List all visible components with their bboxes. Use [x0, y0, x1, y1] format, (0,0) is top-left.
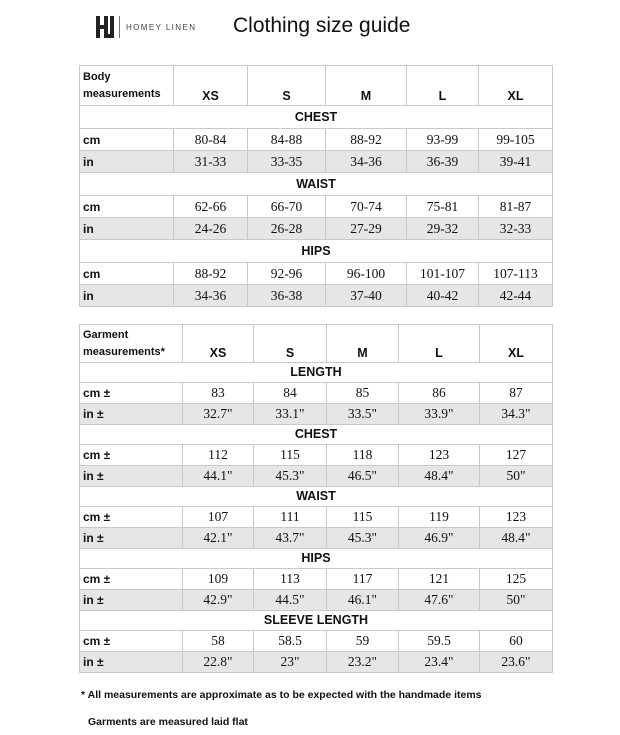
section-title: HIPS	[80, 549, 553, 569]
value-cell: 84-88	[248, 129, 326, 151]
section-title: WAIST	[80, 487, 553, 507]
corner-label-line1: Body	[83, 70, 111, 83]
section-title: CHEST	[80, 425, 553, 445]
page-title: Clothing size guide	[233, 14, 411, 37]
value-cell: 45.3"	[254, 466, 327, 487]
value-cell: 48.4"	[480, 528, 553, 549]
value-cell: 33.5"	[327, 404, 399, 425]
size-header-m: M	[327, 325, 399, 363]
table-row	[80, 218, 553, 240]
value-cell: 32-33	[479, 218, 553, 240]
value-cell: 36-39	[407, 151, 479, 173]
value-cell: 32.7"	[183, 404, 254, 425]
value-cell: 112	[183, 445, 254, 466]
value-cell: 92-96	[248, 263, 326, 285]
value-cell: 115	[254, 445, 327, 466]
value-cell: 34-36	[174, 285, 248, 307]
value-cell: 117	[327, 569, 399, 590]
unit-label: in ±	[80, 652, 183, 673]
value-cell: 45.3"	[327, 528, 399, 549]
table-row	[80, 383, 553, 404]
corner-label-line2: measurements	[83, 87, 161, 100]
value-cell: 40-42	[407, 285, 479, 307]
value-cell: 27-29	[326, 218, 407, 240]
unit-label: in ±	[80, 528, 183, 549]
value-cell: 29-32	[407, 218, 479, 240]
value-cell: 121	[399, 569, 480, 590]
value-cell: 26-28	[248, 218, 326, 240]
value-cell: 75-81	[407, 196, 479, 218]
unit-label: in ±	[80, 466, 183, 487]
section-row	[80, 363, 553, 383]
table-row	[80, 445, 553, 466]
size-header-l: L	[399, 325, 480, 363]
value-cell: 115	[327, 507, 399, 528]
body-measurements-table	[79, 65, 553, 307]
value-cell: 118	[327, 445, 399, 466]
value-cell: 46.5"	[327, 466, 399, 487]
brand-name: HOMEY LINEN	[126, 22, 197, 32]
value-cell: 50"	[480, 590, 553, 611]
value-cell: 87	[480, 383, 553, 404]
header-row	[80, 325, 553, 363]
value-cell: 37-40	[326, 285, 407, 307]
table-row	[80, 569, 553, 590]
section-title: WAIST	[80, 173, 553, 196]
table-row	[80, 196, 553, 218]
table-row	[80, 507, 553, 528]
unit-label: in ±	[80, 590, 183, 611]
value-cell: 23"	[254, 652, 327, 673]
section-row	[80, 240, 553, 263]
value-cell: 101-107	[407, 263, 479, 285]
corner-label-line2: measurements*	[83, 345, 165, 358]
table-row	[80, 590, 553, 611]
value-cell: 46.1"	[327, 590, 399, 611]
value-cell: 44.1"	[183, 466, 254, 487]
unit-label: cm	[80, 196, 174, 218]
value-cell: 111	[254, 507, 327, 528]
table-row	[80, 129, 553, 151]
section-row	[80, 173, 553, 196]
value-cell: 109	[183, 569, 254, 590]
value-cell: 33.1"	[254, 404, 327, 425]
value-cell: 85	[327, 383, 399, 404]
section-title: LENGTH	[80, 363, 553, 383]
size-header-xs: XS	[174, 66, 248, 106]
unit-label: in ±	[80, 404, 183, 425]
unit-label: in	[80, 218, 174, 240]
value-cell: 44.5"	[254, 590, 327, 611]
value-cell: 70-74	[326, 196, 407, 218]
value-cell: 43.7"	[254, 528, 327, 549]
value-cell: 59	[327, 631, 399, 652]
value-cell: 34.3"	[480, 404, 553, 425]
unit-label: cm ±	[80, 507, 183, 528]
unit-label: cm	[80, 263, 174, 285]
value-cell: 42-44	[479, 285, 553, 307]
table-row	[80, 652, 553, 673]
value-cell: 24-26	[174, 218, 248, 240]
value-cell: 66-70	[248, 196, 326, 218]
value-cell: 60	[480, 631, 553, 652]
value-cell: 84	[254, 383, 327, 404]
corner-label-line1: Garment	[83, 328, 129, 341]
corner-label	[80, 66, 174, 106]
value-cell: 22.8"	[183, 652, 254, 673]
value-cell: 123	[480, 507, 553, 528]
value-cell: 99-105	[479, 129, 553, 151]
value-cell: 93-99	[407, 129, 479, 151]
value-cell: 88-92	[174, 263, 248, 285]
approximate-note: * All measurements are approximate as to be expected with the handmade items	[81, 689, 482, 701]
value-cell: 42.9"	[183, 590, 254, 611]
table-row	[80, 404, 553, 425]
logo-divider	[119, 16, 120, 38]
value-cell: 33-35	[248, 151, 326, 173]
value-cell: 123	[399, 445, 480, 466]
value-cell: 48.4"	[399, 466, 480, 487]
value-cell: 47.6"	[399, 590, 480, 611]
value-cell: 80-84	[174, 129, 248, 151]
section-row	[80, 549, 553, 569]
size-header-xl: XL	[479, 66, 553, 106]
size-header-s: S	[254, 325, 327, 363]
size-header-l: L	[407, 66, 479, 106]
logo-monogram-icon	[96, 16, 114, 38]
value-cell: 46.9"	[399, 528, 480, 549]
value-cell: 58.5	[254, 631, 327, 652]
value-cell: 31-33	[174, 151, 248, 173]
table-row	[80, 466, 553, 487]
section-row	[80, 487, 553, 507]
unit-label: in	[80, 151, 174, 173]
value-cell: 33.9"	[399, 404, 480, 425]
value-cell: 23.4"	[399, 652, 480, 673]
size-header-xl: XL	[480, 325, 553, 363]
table-row	[80, 631, 553, 652]
unit-label: cm ±	[80, 383, 183, 404]
table-row	[80, 263, 553, 285]
value-cell: 23.2"	[327, 652, 399, 673]
section-row	[80, 425, 553, 445]
value-cell: 86	[399, 383, 480, 404]
value-cell: 39-41	[479, 151, 553, 173]
section-title: HIPS	[80, 240, 553, 263]
header-row	[80, 66, 553, 106]
brand-logo	[96, 16, 196, 38]
corner-label	[80, 325, 183, 363]
value-cell: 34-36	[326, 151, 407, 173]
size-header-s: S	[248, 66, 326, 106]
laid-flat-note: Garments are measured laid flat	[88, 716, 248, 728]
value-cell: 58	[183, 631, 254, 652]
table-row	[80, 528, 553, 549]
unit-label: in	[80, 285, 174, 307]
unit-label: cm ±	[80, 569, 183, 590]
garment-measurements-table	[79, 324, 553, 673]
value-cell: 127	[480, 445, 553, 466]
value-cell: 62-66	[174, 196, 248, 218]
value-cell: 107	[183, 507, 254, 528]
value-cell: 119	[399, 507, 480, 528]
value-cell: 50"	[480, 466, 553, 487]
value-cell: 113	[254, 569, 327, 590]
unit-label: cm	[80, 129, 174, 151]
table-row	[80, 285, 553, 307]
size-header-m: M	[326, 66, 407, 106]
table-row	[80, 151, 553, 173]
unit-label: cm ±	[80, 631, 183, 652]
value-cell: 36-38	[248, 285, 326, 307]
value-cell: 23.6"	[480, 652, 553, 673]
section-title: SLEEVE LENGTH	[80, 611, 553, 631]
value-cell: 42.1"	[183, 528, 254, 549]
size-header-xs: XS	[183, 325, 254, 363]
section-row	[80, 611, 553, 631]
value-cell: 81-87	[479, 196, 553, 218]
value-cell: 59.5	[399, 631, 480, 652]
value-cell: 107-113	[479, 263, 553, 285]
unit-label: cm ±	[80, 445, 183, 466]
value-cell: 96-100	[326, 263, 407, 285]
value-cell: 83	[183, 383, 254, 404]
value-cell: 125	[480, 569, 553, 590]
value-cell: 88-92	[326, 129, 407, 151]
section-row	[80, 106, 553, 129]
section-title: CHEST	[80, 106, 553, 129]
